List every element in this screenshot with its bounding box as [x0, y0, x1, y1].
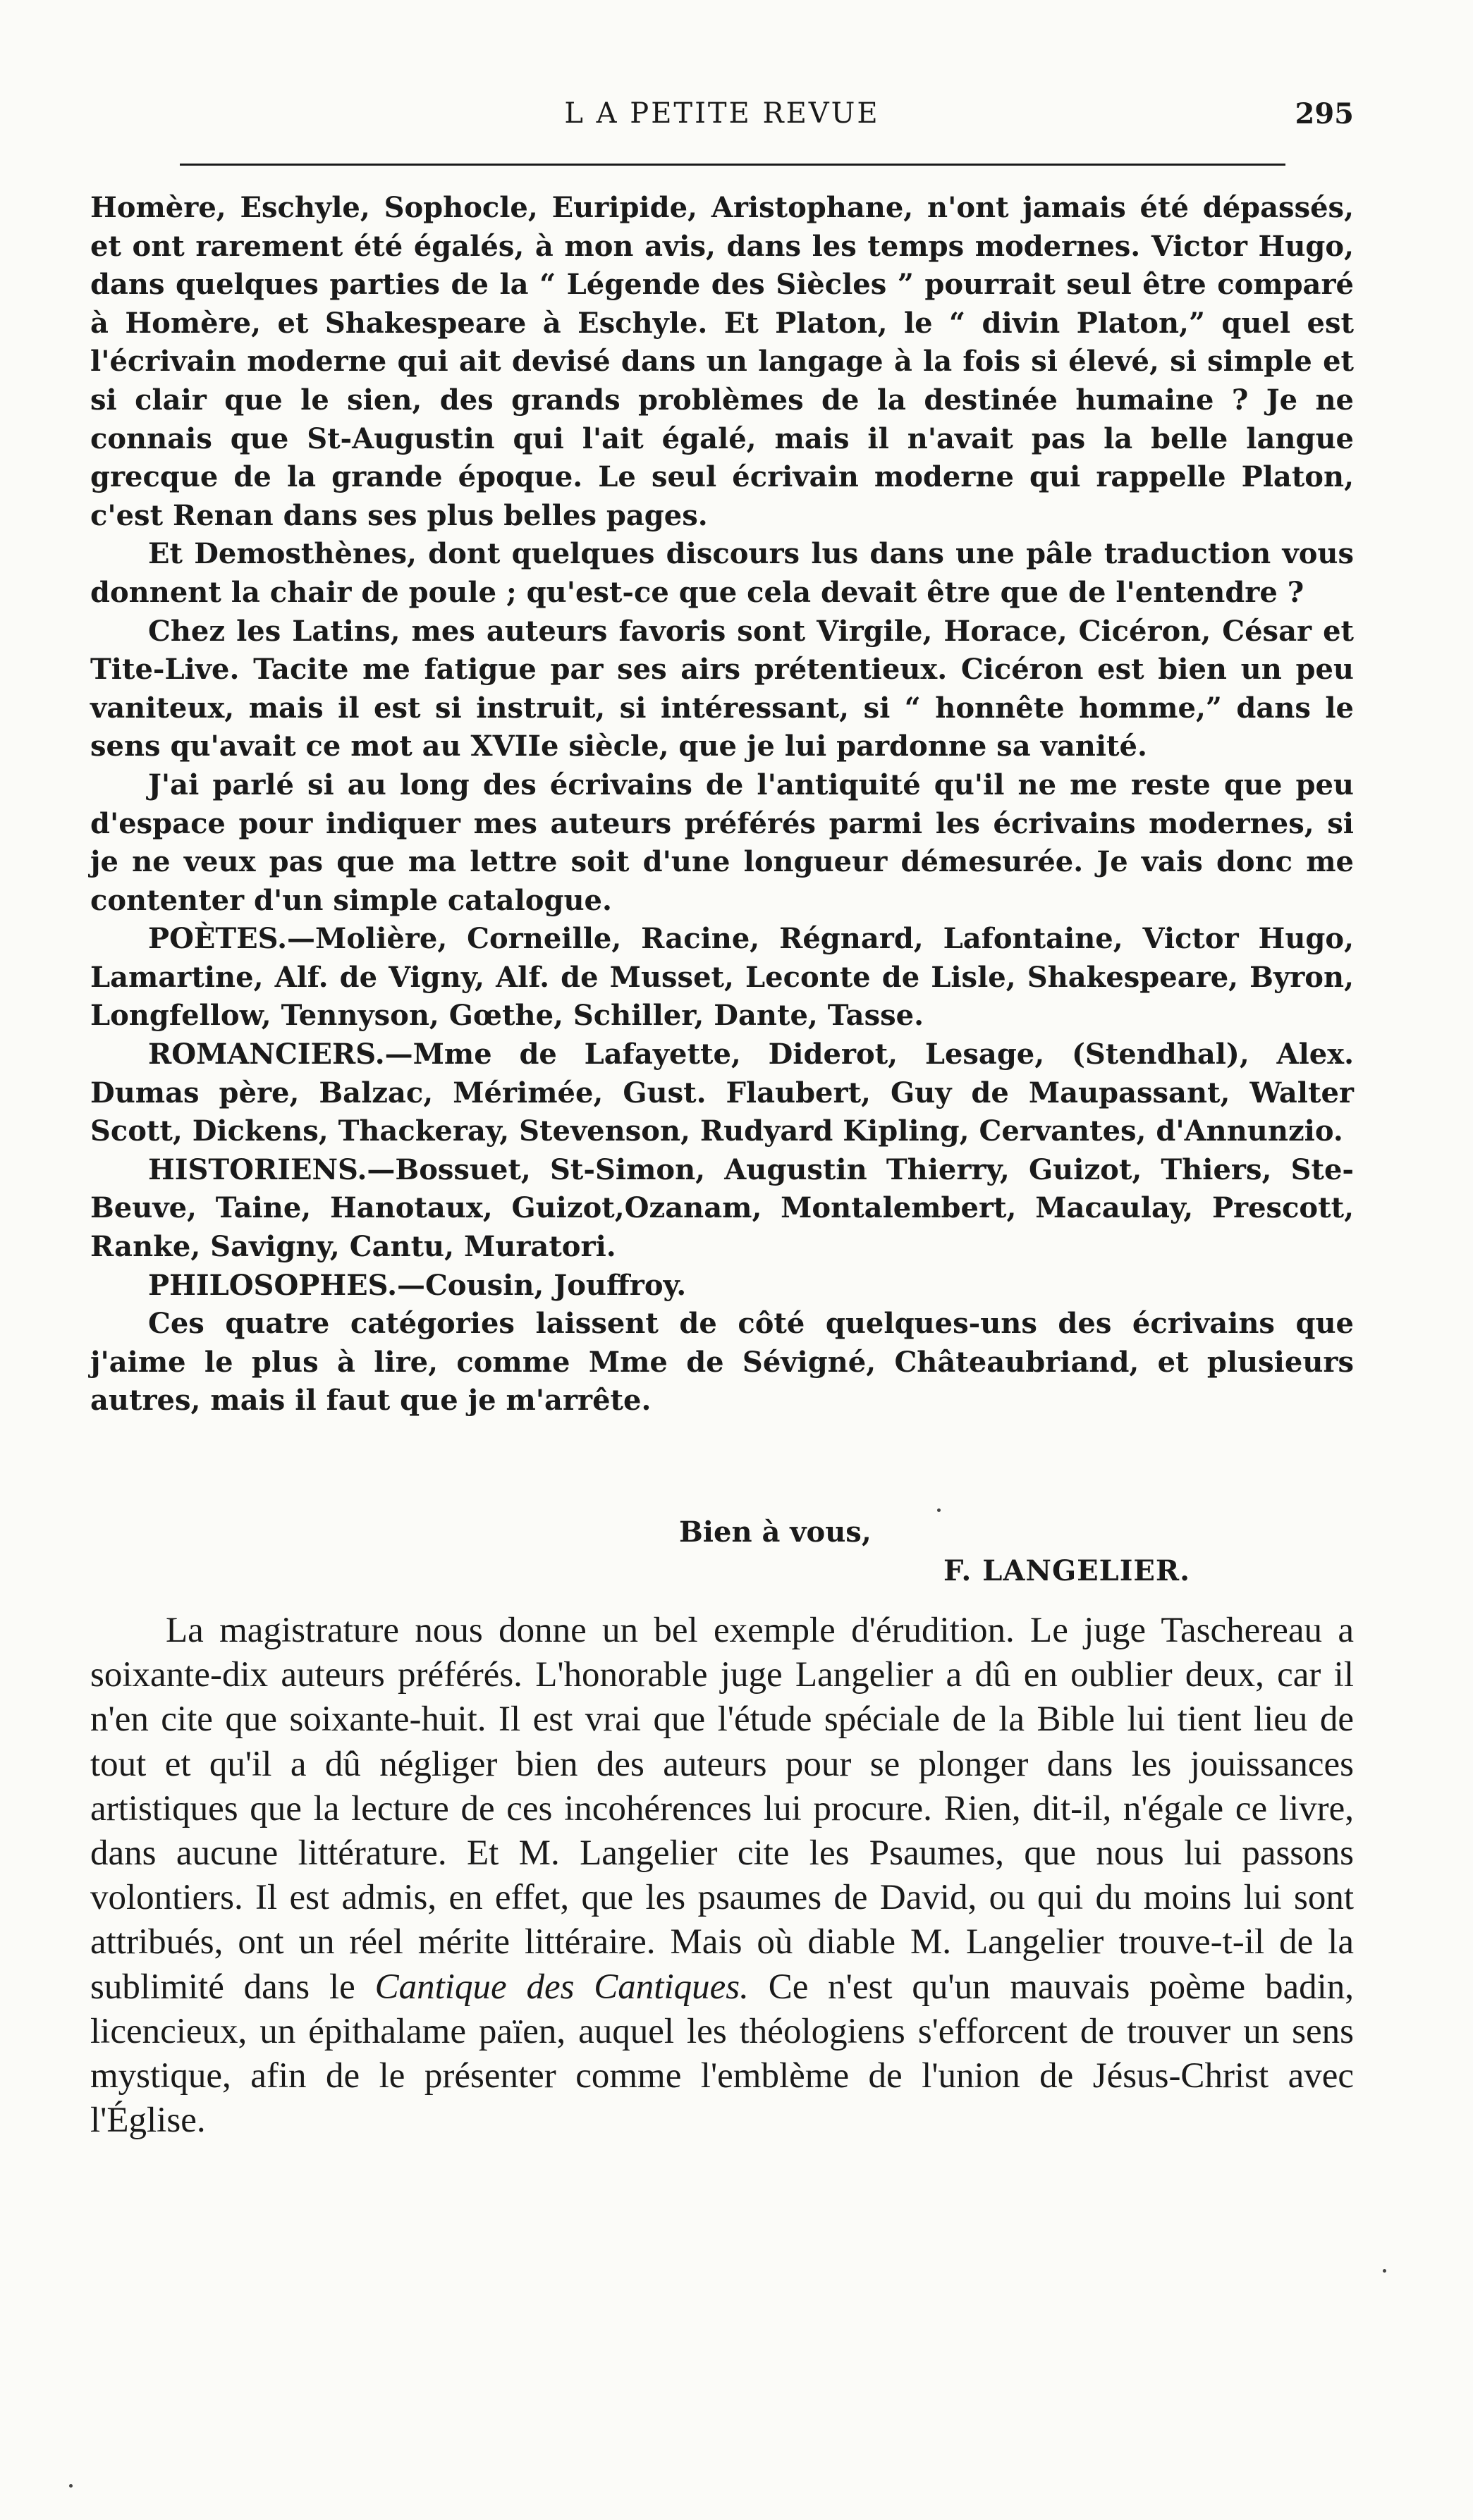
commentary-paragraph	[90, 1609, 1354, 2143]
letter-paragraph: Et Demosthènes, dont quelques discours lus dans une pâle traduction vous donnent la chair de poule ; qu'est-ce que cela devait être que de l'entendre ?	[90, 537, 1354, 609]
page-header	[90, 90, 1354, 140]
letter-paragraph: Homère, Eschyle, Sophocle, Euripide, Aristophane, n'ont jamais été dépassés, et ont rarement été égalés, à mon avis, dans les temps modernes. Victor Hugo, dans quelques parties de la “ Légende des Siècles ” pourrait seul être comparé à Homère, et Shakespeare à Eschyle. Et Platon, le “ divin Platon,” quel est l'écrivain moderne qui ait devisé dans un langage à la fois si élevé, si simple et si clair que le sien, des grands problèmes de la destinée humaine ? Je ne connais que St-Augustin qui l'ait égalé, mais il n'avait pas la belle langue grecque de la grande époque. Le seul écrivain moderne qui rappelle Platon, c'est Renan dans ses plus belles pages.	[90, 191, 1354, 532]
print-speck	[937, 1508, 941, 1512]
letter-paragraph: Chez les Latins, mes auteurs favoris sont Virgile, Horace, Cicéron, César et Tite-Live. Tacite me fatigue par ses airs prétentieux. Cicéron est bien un peu vaniteux, mais il est si instruit, si intéressant, si “ honnête homme,” dans le sens qu'avait ce mot au XVIIe siècle, que je lui pardonne sa vanité.	[90, 614, 1354, 763]
philosophers-list: PHILOSOPHES.—Cousin, Jouffroy.	[148, 1268, 687, 1302]
letter-paragraph: J'ai parlé si au long des écrivains de l'antiquité qu'il ne me reste que peu d'espace pour indiquer mes auteurs préférés parmi les écrivains modernes, si je ne veux pas que ma lettre soit d'une longueur démesurée. Je vais donc me contenter d'un simple catalogue.	[90, 768, 1354, 917]
novelists-list: ROMANCIERS.—Mme de Lafayette, Diderot, Lesage, (Stendhal), Alex. Dumas père, Balzac, Mérimée, Gust. Flaubert, Guy de Maupassant, Walter Scott, Dickens, Thackeray, Stevenson, Rudyard Kipling, Cervantes, d'Annunzio.	[90, 1038, 1354, 1148]
letter-paragraph: Ces quatre catégories laissent de côté quelques-uns des écrivains que j'aime le plus à lire, comme Mme de Sévigné, Châteaubriand, et plusieurs autres, mais il faut que je m'arrête.	[90, 1307, 1354, 1418]
print-speck	[69, 2484, 73, 2488]
print-speck	[1383, 2269, 1386, 2273]
signature-text: F. LANGELIER.	[943, 1554, 1191, 1587]
editorial-commentary	[90, 1609, 1354, 2143]
page-number: 295	[1295, 97, 1354, 130]
greeting-text: Bien à vous,	[679, 1516, 872, 1549]
historians-list: HISTORIENS.—Bossuet, St-Simon, Augustin Thierry, Guizot, Thiers, Ste-Beuve, Taine, Hanotaux, Guizot,Ozanam, Montalembert, Macaulay, Prescott, Ranke, Savigny, Cantu, Muratori.	[90, 1153, 1354, 1264]
commentary-text-start: La magistrature nous donne un bel exemple d'érudition. Le juge Taschereau a soixante-dix auteurs préférés. L'honorable juge Langelier a dû en oublier deux, car il n'en cite que soixante-huit. Il est vrai que l'étude spéciale de la Bible lui tient lieu de tout et qu'il a dû négliger bien des auteurs pour se plonger dans les jouissances artistiques que la lecture de ces incohérences lui procure. Rien, dit-il, n'égale ce livre, dans aucune littérature. Et M. Langelier cite les Psaumes, que nous lui passons volontiers. Il est admis, en effet, que les psaumes de David, ou qui du moins lui sont attribués, ont un réel mérite littéraire. Mais où diable M. Langelier trouve-t-il de la sublimité dans le	[90, 1611, 1354, 2007]
book-title-italic: Cantique des Cantiques.	[374, 1967, 749, 2007]
header-rule	[180, 164, 1285, 166]
poets-list: POÈTES.—Molière, Corneille, Racine, Régnard, Lafontaine, Victor Hugo, Lamartine, Alf. de Vigny, Alf. de Musset, Leconte de Lisle, Shakespeare, Byron, Longfellow, Tennyson, Gœthe, Schiller, Dante, Tasse.	[90, 922, 1354, 1033]
letter-body	[90, 189, 1354, 1420]
running-title: L A PETITE REVUE	[564, 97, 880, 130]
commentary-text-end: Ce n'est qu'un mauvais poème badin, licencieux, un épithalame païen, auquel les théologiens s'efforcent de trouver un sens mystique, afin de le présenter comme l'emblème de l'union de Jésus-Christ avec l'Église.	[90, 1967, 1354, 2141]
